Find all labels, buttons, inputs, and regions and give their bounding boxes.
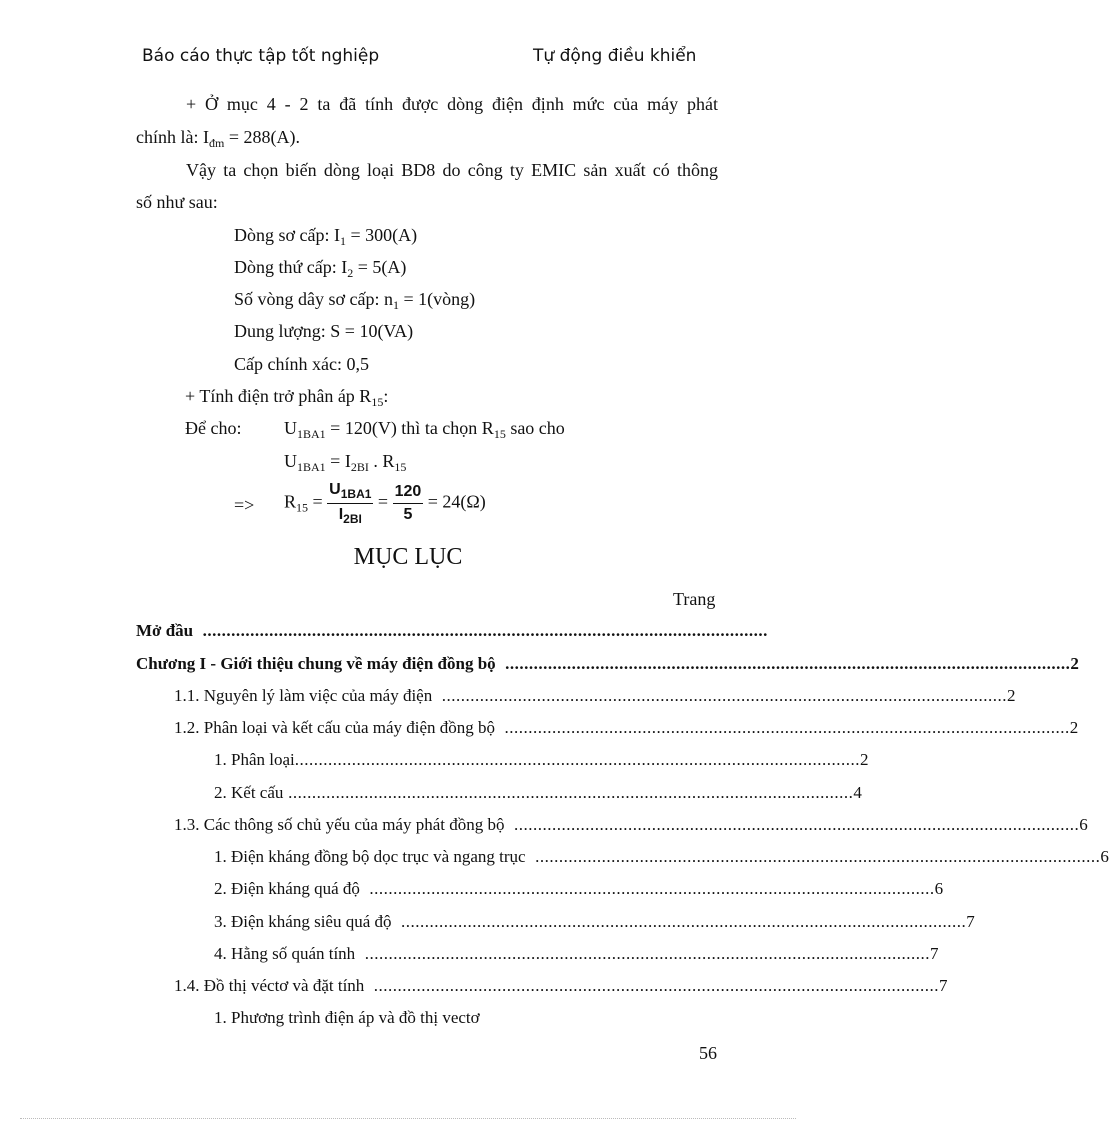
spec-primary-current: Dòng sơ cấp: $I_1 = 300(A)$ xyxy=(234,225,418,248)
header-left: Báo cáo thực tập tốt nghiệp xyxy=(142,46,380,66)
spec-turns: Số vòng dây sơ cấp: $n_1$ = 1(vòng) xyxy=(234,289,476,312)
equation-1: $U_{1BA1} = 120(V)$ thì ta chọn $R_{15}$ sao cho xyxy=(284,418,565,441)
toc-entry[interactable]: 1. Phân loại ....................................................................................................................... 2 xyxy=(214,750,869,769)
toc-entry[interactable]: 1.1. Nguyên lý làm việc của máy điện ....................................................................................................................... 2 xyxy=(174,686,1016,705)
toc-entry[interactable]: 4. Hằng số quán tính ....................................................................................................................... 7 xyxy=(214,944,939,963)
toc-entry[interactable]: 2. Điện kháng quá độ ....................................................................................................................... 6 xyxy=(214,879,944,898)
toc-entry[interactable]: 2. Kết cấu ....................................................................................................................... 4 xyxy=(214,783,862,802)
para-1-line-2: chính là: $I_{đm} = 288(A)$. xyxy=(136,127,300,150)
de-cho-label: Để cho: xyxy=(185,418,242,438)
toc-page-header: Trang xyxy=(673,589,716,609)
toc-entry[interactable]: 3. Điện kháng siêu quá độ ....................................................................................................................... 7 xyxy=(214,912,975,931)
fraction-u-over-i: $\frac{U_{1BA1}}{I_{2BI}}$ xyxy=(329,481,372,526)
fraction-120-over-5: $\frac{120}{5}$ xyxy=(394,483,422,523)
toc-entry[interactable]: 1.3. Các thông số chủ yếu của máy phát đồng bộ ....................................................................................................................... 6 xyxy=(174,815,1088,834)
toc-title: MỤC LỤC xyxy=(353,544,463,570)
equation-2: $U_{1BA1} = I_{2BI}$ . $R_{15}$ xyxy=(284,451,407,474)
header-right: Tự động điều khiển xyxy=(533,46,697,66)
arrow: => xyxy=(234,495,255,515)
toc-entry-last[interactable]: 1. Phương trình điện áp và đồ thị vectơ xyxy=(214,1008,480,1027)
page-number: 56 xyxy=(699,1043,717,1063)
toc-entry[interactable]: 1. Điện kháng đồng bộ dọc trục và ngang trục ....................................................................................................................... 6 xyxy=(214,847,1109,866)
para-2-line-1: Vậy ta chọn biến dòng loại BD8 do công ty EMIC sản xuất có thông xyxy=(186,160,718,180)
toc-entry[interactable]: Chương I - Giới thiệu chung về máy điện đồng bộ ....................................................................................................................... 2 xyxy=(136,654,1079,673)
spec-accuracy: Cấp chính xác: 0,5 xyxy=(234,354,369,374)
footer-divider xyxy=(20,1118,796,1119)
spec-secondary-current: Dòng thứ cấp: $I_2 = 5(A)$ xyxy=(234,257,407,280)
para-2-line-2: số như sau: xyxy=(136,192,218,212)
para-1-line-1: + Ở mục 4 - 2 ta đã tính được dòng điện định mức của máy phát xyxy=(186,94,718,114)
equation-3: $R_{15}$ = $\frac{U_{1BA1}}{I_{2BI}}$ = $\frac{120}{5}$ = 24(Ω) xyxy=(284,481,486,526)
toc-entry[interactable]: 1.2. Phân loại và kết cấu của máy điện đồng bộ ....................................................................................................................... 2 xyxy=(174,718,1079,737)
toc-entry[interactable]: Mở đầu ....................................................................................................................... xyxy=(136,621,768,640)
toc-entry[interactable]: 1.4. Đồ thị véctơ và đặt tính ....................................................................................................................... 7 xyxy=(174,976,948,995)
calc-title: + Tính điện trở phân áp $R_{15}$: xyxy=(185,386,389,409)
spec-capacity: Dung lượng: S = 10(VA) xyxy=(234,321,414,341)
